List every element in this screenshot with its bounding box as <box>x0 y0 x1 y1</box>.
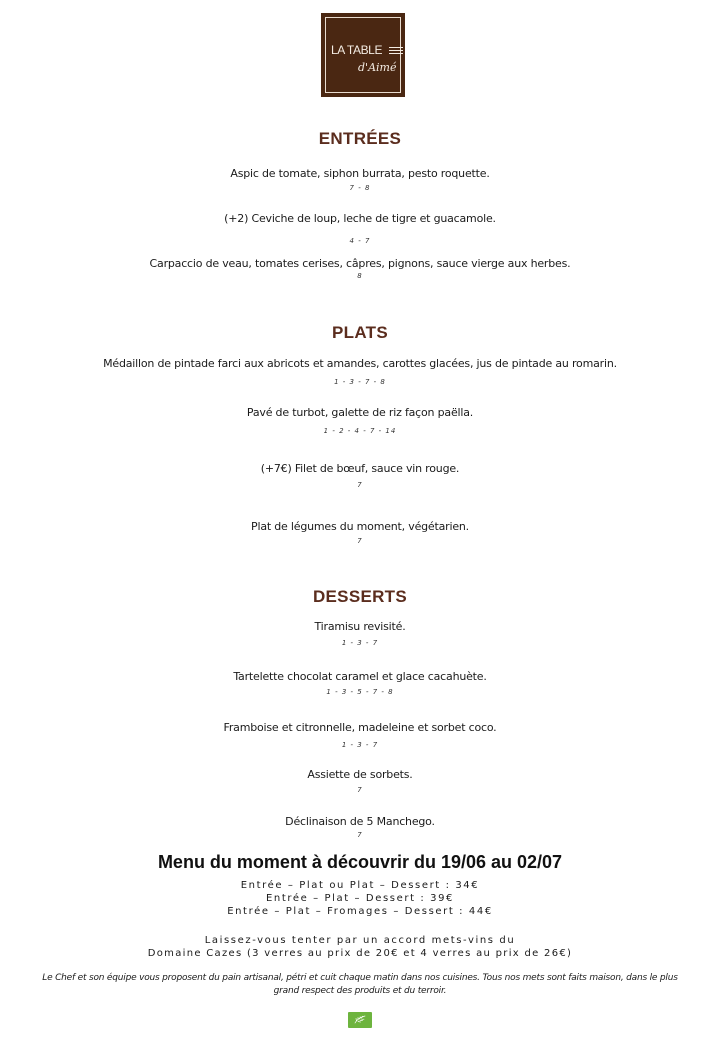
logo-bars-icon <box>389 47 403 57</box>
dish-name: Pavé de turbot, galette de riz façon paëlla. <box>246 406 474 419</box>
dish-allergens: 7 <box>357 537 363 545</box>
section-title-desserts: DESSERTS <box>312 587 408 606</box>
dish-name: Assiette de sorbets. <box>307 768 413 781</box>
dish-allergens: 7 <box>357 831 363 839</box>
restaurant-logo <box>321 13 405 97</box>
dish-name: Médaillon de pintade farci aux abricots et amandes, carottes glacées, jus de pintade au romarin. <box>103 357 617 370</box>
dish-name: Carpaccio de veau, tomates cerises, câpres, pignons, sauce vierge aux herbes. <box>149 257 571 270</box>
dish-name: Déclinaison de 5 Manchego. <box>285 815 435 828</box>
dish-name: Tiramisu revisité. <box>314 620 406 633</box>
dish-name: (+7€) Filet de bœuf, sauce vin rouge. <box>260 462 460 475</box>
dish-name: Framboise et citronnelle, madeleine et sorbet coco. <box>223 721 497 734</box>
dish-allergens: 7 - 8 <box>349 184 371 192</box>
dish-name: (+2) Ceviche de loup, leche de tigre et guacamole. <box>224 212 496 225</box>
dish-name: Tartelette chocolat caramel et glace cacahuète. <box>233 670 487 683</box>
dish-name: Plat de légumes du moment, végétarien. <box>251 520 469 533</box>
dish-allergens: 7 <box>357 786 363 794</box>
menu-formula: Entrée – Plat – Fromages – Dessert : 44€ <box>227 906 493 917</box>
section-title-plats: PLATS <box>332 323 388 342</box>
menu-title: Menu du moment à découvrir du 19/06 au 02/07 <box>157 852 563 872</box>
logo-text-main: LA TABLE <box>331 43 383 57</box>
logo-text-script: d'Aimé <box>358 61 397 74</box>
dish-allergens: 8 <box>357 272 363 280</box>
wine-pairing-line: Domaine Cazes (3 verres au prix de 20€ et 4 verres au prix de 26€) <box>147 948 573 959</box>
dish-allergens: 1 - 3 - 5 - 7 - 8 <box>326 688 394 696</box>
dish-allergens: 1 - 3 - 7 <box>341 741 379 749</box>
organic-leaf-icon <box>348 1012 372 1028</box>
dish-allergens: 1 - 2 - 4 - 7 - 14 <box>323 427 397 435</box>
dish-allergens: 7 <box>357 481 363 489</box>
dish-allergens: 4 - 7 <box>349 237 371 245</box>
chef-note: Le Chef et son équipe vous proposent du pain artisanal, pétri et cuit chaque matin dans nos cuisines. Tous nos mets sont faits maison, dans le plus grand respect des produits et du terroir. <box>42 973 678 996</box>
menu-formula: Entrée – Plat – Dessert : 39€ <box>265 893 455 904</box>
section-title-entrees: ENTRÉES <box>318 129 402 148</box>
dish-allergens: 1 - 3 - 7 <box>341 639 379 647</box>
dish-name: Aspic de tomate, siphon burrata, pesto roquette. <box>230 167 490 180</box>
dish-allergens: 1 - 3 - 7 - 8 <box>334 378 386 386</box>
wine-pairing-line: Laissez-vous tenter par un accord mets-vins du <box>204 935 516 946</box>
menu-formula: Entrée – Plat ou Plat – Dessert : 34€ <box>240 880 480 891</box>
